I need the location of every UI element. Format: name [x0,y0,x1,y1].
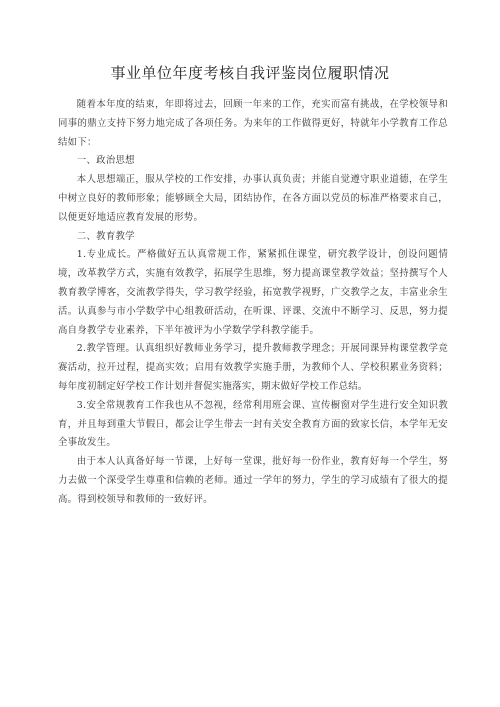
paragraph-politics: 本人思想端正，服从学校的工作安排，办事认真负责；并能自觉遵守职业道德，在学生中树立良好的教师形象；能够顾全大局，团结协作，在各方面以党员的标准严格要求自己，以便更好地适应教育发展的形势。 [58,174,448,223]
paragraph-conclusion: 由于本人认真备好每一节课，上好每一堂课，批好每一份作业，教育好每一个学生，努力去做一个深受学生尊重和信赖的老师。通过一学年的努力，学生的学习成绩有了很大的提高。得到校领导和教师的一致好评。 [58,456,448,505]
paragraph-teaching-management: 2.教学管理。认真组织好教师业务学习，提升教师教学理念；开展同课异构课堂教学竞赛活动，拉开过程，提高实效；启用有效教学实施手册，为教师个人、学校积累业务资料；每年度初制定好学校工作计划并督促实施落实，期末做好学校工作总结。 [58,343,448,392]
paragraph-safety-education: 3.安全常规教育工作我也从不忽视，经常利用班会课、宣传橱窗对学生进行安全知识教育，并且每到重大节假日，都会让学生带去一封有关安全教育方面的致家长信，本学年无安全事故发生。 [58,399,448,449]
document-title: 事业单位年度考核自我评鉴岗位履职情况 [110,64,390,82]
section-heading-teaching: 二、教育教学 [76,230,135,242]
document-body [58,96,448,510]
paragraph-professional-growth: 1.专业成长。严格做好五认真常规工作，紧紧抓住课堂，研究教学设计，创设问题情境，改革教学方式，实施有效教学，拓展学生思维，努力提高课堂教学效益；坚持撰写个人教育教学博客，交流教学得失，学习教学经验，拓宽教学视野，广交教学之友，丰富业余生活。认真参与市小学数学中心组教研活动，在听课、评课、交流中不断学习、反思，努力提高自身教学专业素养，下半年被评为小学数学学科教学能手。 [58,249,448,336]
section-heading-politics: 一、政治思想 [76,155,135,167]
paragraph-intro: 随着本年度的结束，年即将过去，回顾一年来的工作，充实而富有挑战，在学校领导和同事的鼎立支持下努力地完成了各项任务。为来年的工作做得更好，特就年小学教育工作总结如下： [58,99,448,148]
